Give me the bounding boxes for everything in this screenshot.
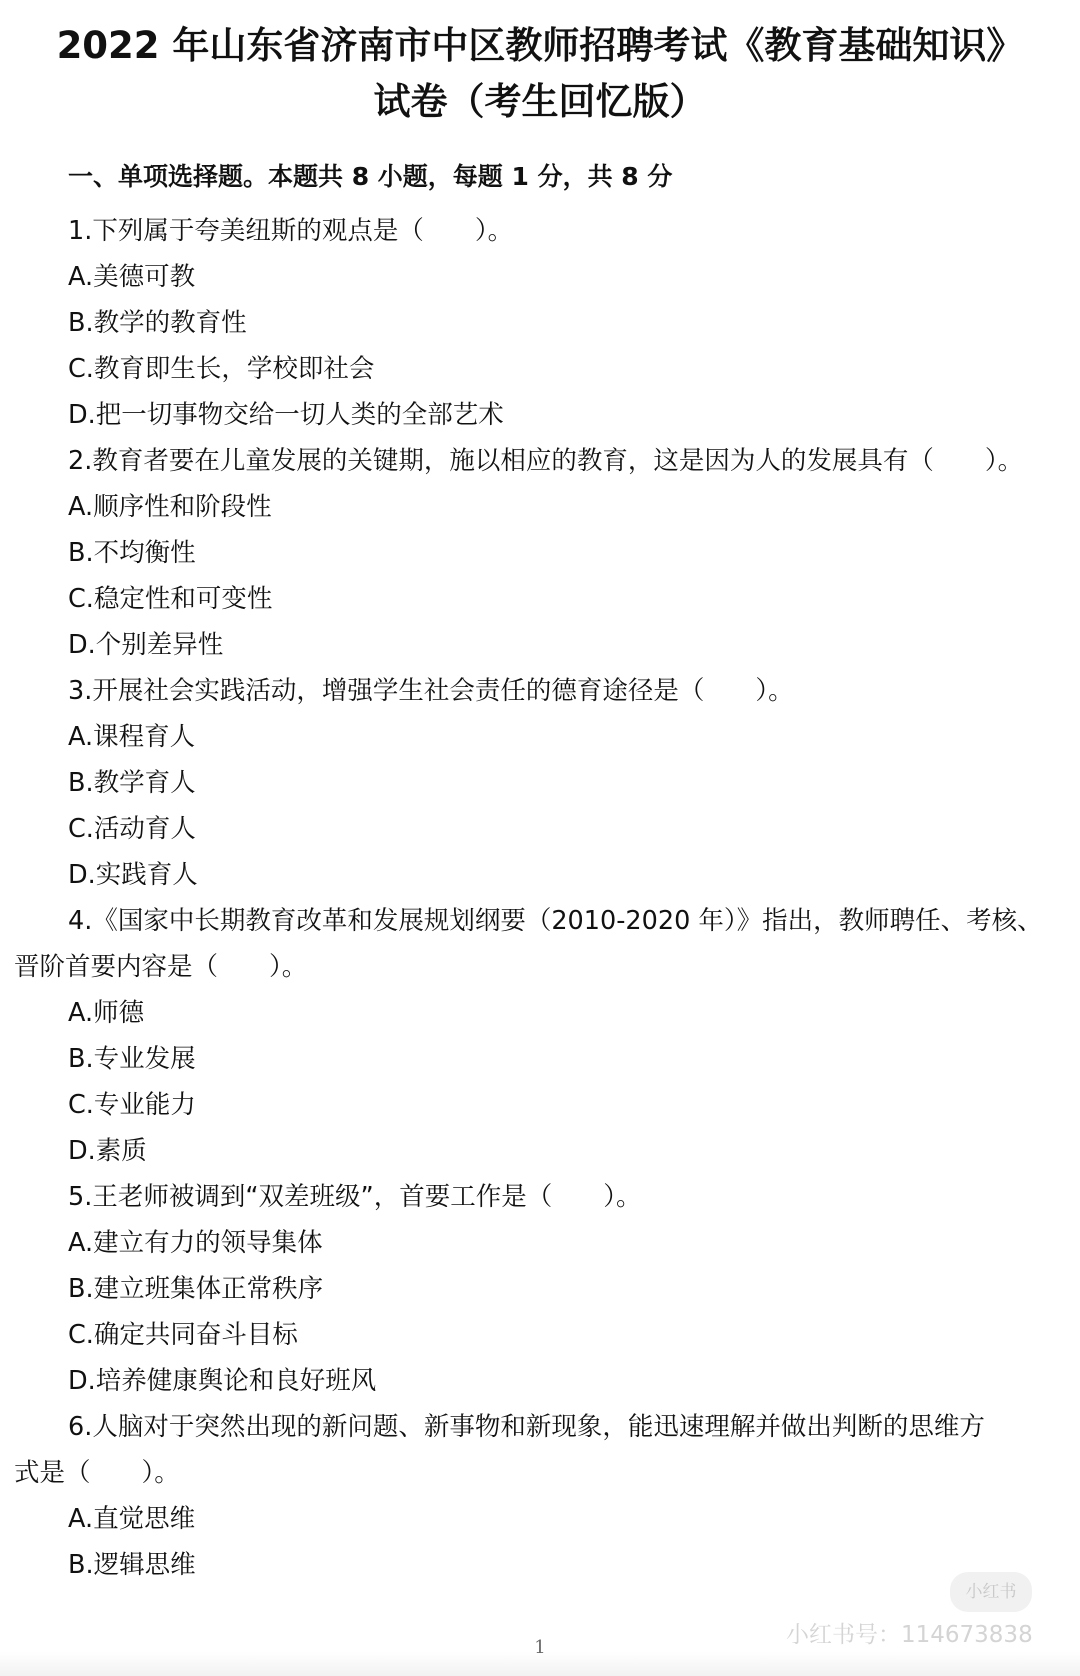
text-line: D.个别差异性	[68, 630, 224, 660]
text-line: C.教育即生长，学校即社会	[68, 354, 375, 384]
text-line: C.活动育人	[68, 814, 196, 844]
text-line: 式是（ ）。	[14, 1458, 180, 1488]
title-line-2: 试卷（考生回忆版）	[373, 80, 707, 123]
text-line: D.培养健康舆论和良好班风	[68, 1366, 377, 1396]
title-line-1: 2022 年山东省济南市中区教师招聘考试《教育基础知识》	[56, 24, 1024, 67]
text-line: D.素质	[68, 1136, 147, 1166]
text-line: C.稳定性和可变性	[68, 584, 273, 614]
question-list	[14, 208, 1064, 1588]
text-line: B.专业发展	[68, 1044, 196, 1074]
text-line: 5.王老师被调到“双差班级”，首要工作是（ ）。	[68, 1182, 642, 1212]
text-line: C.确定共同奋斗目标	[68, 1320, 298, 1350]
text-line: D.把一切事物交给一切人类的全部艺术	[68, 400, 504, 430]
text-line: 晋阶首要内容是（ ）。	[14, 952, 308, 982]
text-line: 6.人脑对于突然出现的新问题、新事物和新现象，能迅速理解并做出判断的思维方	[68, 1412, 985, 1442]
watermark-text: 小红书号：114673838	[786, 1622, 1033, 1648]
page-number: 1	[534, 1637, 546, 1658]
text-line: 1.下列属于夸美纽斯的观点是（ ）。	[68, 216, 514, 246]
text-line: 4.《国家中长期教育改革和发展规划纲要（2010-2020 年）》指出，教师聘任、考核、	[68, 906, 1043, 936]
text-line: C.专业能力	[68, 1090, 196, 1120]
text-line: B.逻辑思维	[68, 1550, 196, 1580]
text-line: B.建立班集体正常秩序	[68, 1274, 324, 1304]
text-line: 3.开展社会实践活动，增强学生社会责任的德育途径是（ ）。	[68, 676, 794, 706]
text-line: B.教学的教育性	[68, 308, 247, 338]
text-line: D.实践育人	[68, 860, 198, 890]
text-line: 2.教育者要在儿童发展的关键期，施以相应的教育，这是因为人的发展具有（ ）。	[68, 446, 1024, 476]
text-line: A.直觉思维	[68, 1504, 196, 1534]
page-title	[0, 18, 1080, 130]
text-line: A.建立有力的领导集体	[68, 1228, 323, 1258]
text-line: A.课程育人	[68, 722, 196, 752]
text-line: A.美德可教	[68, 262, 196, 292]
section-heading: 一、单项选择题。本题共 8 小题，每题 1 分，共 8 分	[68, 162, 673, 191]
watermark-logo: 小红书	[950, 1572, 1032, 1612]
text-line: B.不均衡性	[68, 538, 196, 568]
text-line: A.顺序性和阶段性	[68, 492, 272, 522]
text-line: A.师德	[68, 998, 145, 1028]
text-line: B.教学育人	[68, 768, 196, 798]
